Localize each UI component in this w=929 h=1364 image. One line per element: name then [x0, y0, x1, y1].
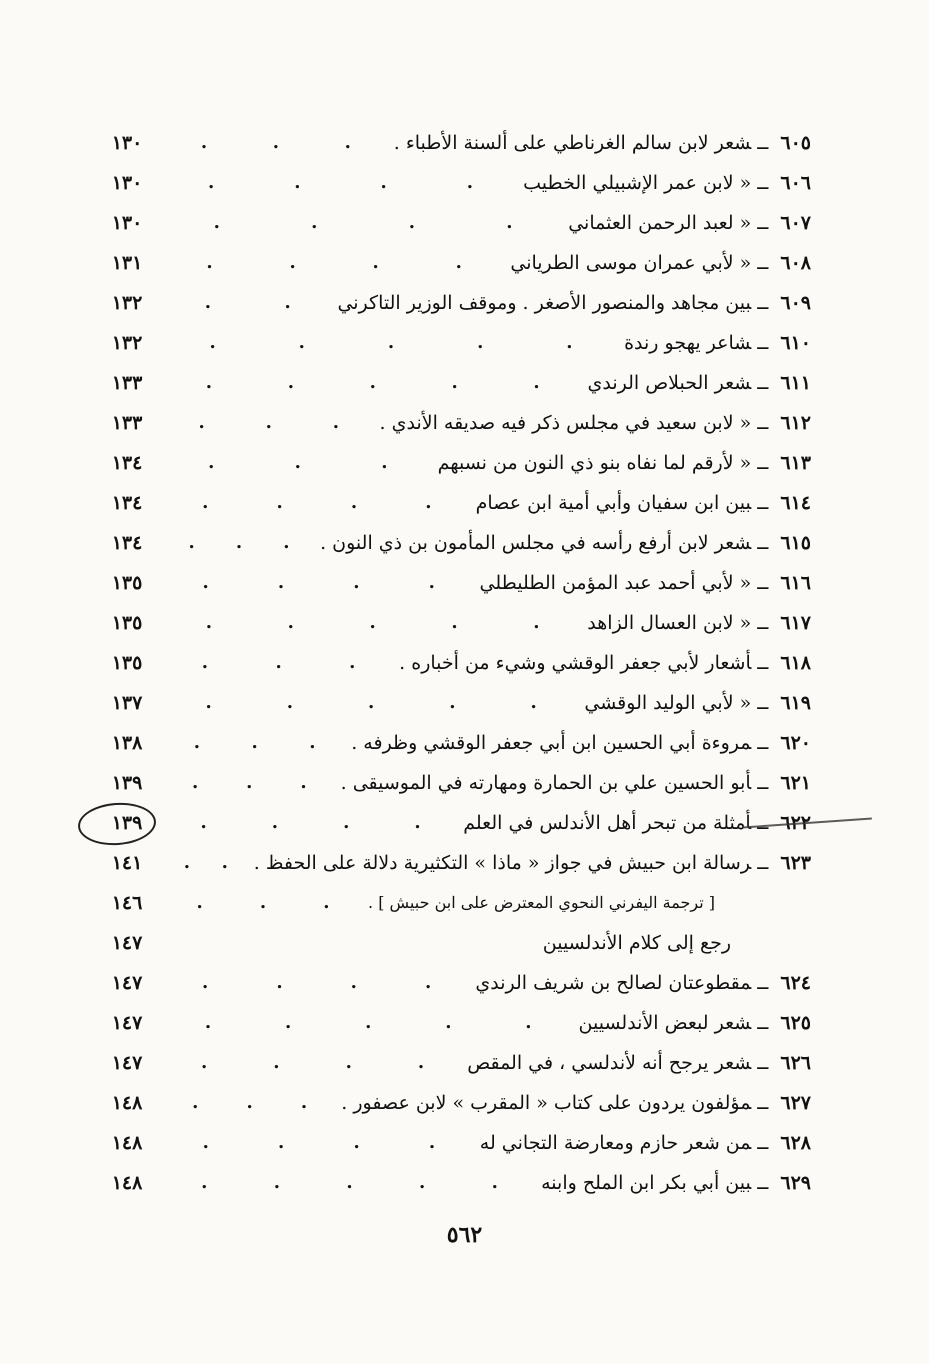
toc-row — [96, 286, 811, 320]
entry-dash: ــ — [757, 492, 769, 514]
toc-page-number — [96, 806, 158, 840]
toc-entry — [510, 246, 811, 280]
entry-dash: ــ — [757, 732, 769, 754]
entry-title: مروءة أبي الحسين ابن أبي جعفر الوقشي وظرفه . — [351, 732, 752, 754]
toc-entry — [380, 406, 811, 440]
entry-dash: ــ — [757, 652, 769, 674]
toc-row — [96, 526, 811, 560]
entry-number: ٦٠٦ — [780, 172, 811, 194]
dot-leader: . . . — [208, 452, 388, 473]
toc-page-number: ١٣٢ — [111, 292, 143, 314]
entry-title: « لأبي الوليد الوقشي — [584, 692, 752, 714]
dot-leader: . . . — [191, 772, 307, 793]
entry-title: شاعر يهجو رندة — [624, 332, 752, 354]
entry-title: « لابن عمر الإشبيلي الخطيب — [523, 172, 752, 194]
toc-page-number: ١٣٠ — [111, 212, 143, 234]
toc-row — [96, 1006, 811, 1040]
toc-row — [96, 126, 811, 160]
toc-entry — [543, 926, 731, 960]
entry-number: ٦٠٥ — [780, 132, 811, 154]
dot-leader: . . . . . — [205, 612, 540, 633]
dot-leader: . . — [183, 852, 228, 873]
entry-title: « لابن العسال الزاهد — [587, 612, 752, 634]
toc-entry — [467, 1046, 811, 1080]
toc-page-number: ١٣٩ — [111, 772, 143, 794]
entry-dash: ــ — [757, 972, 769, 994]
toc-row — [96, 766, 811, 800]
toc-row — [96, 566, 811, 600]
toc-page-number: ١٣٥ — [111, 652, 143, 674]
toc-page-number: ١٤٨ — [111, 1092, 143, 1114]
entry-title: رجع إلى كلام الأندلسيين — [542, 932, 731, 954]
entry-dash: ــ — [757, 412, 769, 434]
toc-page-number: ١٤٨ — [111, 1132, 143, 1154]
toc-page-number: ١٣١ — [111, 252, 143, 274]
toc-row — [96, 926, 811, 960]
entry-title: شعر لابن أرفع رأسه في مجلس المأمون بن ذي النون . — [320, 532, 752, 554]
entry-number: ٦٢٨ — [780, 1132, 811, 1154]
entry-number: ٦١١ — [780, 372, 811, 394]
entry-dash: ــ — [757, 1092, 769, 1114]
entry-title: بين ابن سفيان وأبي أمية ابن عصام — [475, 492, 752, 514]
entry-dash: ــ — [757, 612, 769, 634]
entry-title: « لأرقم لما نفاه بنو ذي النون من نسبهم — [437, 452, 752, 474]
toc-page-number: ١٤٧ — [111, 932, 143, 954]
entry-title: أبو الحسين علي بن الحمارة ومهارته في الموسيقى . — [340, 772, 752, 794]
dot-leader: . . — [204, 292, 291, 313]
toc-page-number: ١٣٥ — [111, 612, 143, 634]
entry-dash: ــ — [757, 332, 769, 354]
toc-row — [96, 1166, 811, 1200]
toc-entry — [341, 1086, 811, 1120]
dot-leader: . . . . . — [205, 692, 537, 713]
toc-row — [96, 486, 811, 520]
toc-page-number: ١٤٨ — [111, 1172, 143, 1194]
entry-number: ٦٠٧ — [780, 212, 811, 234]
entry-title: مقطوعتان لصالح بن شريف الرندي — [475, 972, 752, 994]
entry-dash: ــ — [757, 812, 769, 834]
dot-leader: . . . . — [202, 492, 432, 513]
toc-entry — [254, 846, 811, 880]
entry-dash: ــ — [757, 1012, 769, 1034]
entry-dash: ــ — [757, 452, 769, 474]
entry-number: ٦١٢ — [780, 412, 811, 434]
entry-dash: ــ — [757, 372, 769, 394]
toc-entry — [399, 646, 811, 680]
entry-title: بين مجاهد والمنصور الأصغر . وموقف الوزير التاكرني — [337, 292, 752, 314]
toc-page-number: ١٤٧ — [111, 1012, 143, 1034]
toc-row — [96, 1086, 811, 1120]
toc-entry — [587, 606, 811, 640]
toc-page-number: ١٣٠ — [111, 132, 143, 154]
dot-leader: . . . . . — [201, 1172, 498, 1193]
entry-dash: ــ — [757, 692, 769, 714]
toc-entry — [438, 446, 811, 480]
entry-number: ٦٢٦ — [780, 1052, 811, 1074]
toc-row — [96, 366, 811, 400]
dot-leader: . . . — [188, 532, 290, 553]
entry-number: ٦١٣ — [780, 452, 811, 474]
page-number-value: ١٣٩ — [111, 812, 143, 834]
dot-leader: . . . . — [202, 572, 435, 593]
entry-title: « لأبي عمران موسى الطرياني — [510, 252, 752, 274]
entry-number: ٦١٥ — [780, 532, 811, 554]
entry-title: مؤلفون يردون على كتاب « المقرب » لابن عصفور . — [341, 1092, 752, 1114]
toc-page-number: ١٣٧ — [111, 692, 143, 714]
toc-entry — [475, 966, 811, 1000]
entry-title: « لابن سعيد في مجلس ذكر فيه صديقه الأندي . — [379, 412, 752, 434]
toc-row — [96, 1046, 811, 1080]
entry-dash: ــ — [757, 1052, 769, 1074]
entry-number: ٦١٩ — [780, 692, 811, 714]
entry-title: من شعر حازم ومعارضة التجاني له — [479, 1132, 752, 1154]
toc-page-number: ١٣٤ — [111, 492, 143, 514]
toc-page-number: ١٤٦ — [111, 892, 143, 914]
toc-page-number: ١٣٤ — [111, 452, 143, 474]
toc-page-number: ١٤٧ — [111, 972, 143, 994]
dot-leader: . . . . — [200, 812, 421, 833]
dot-leader: . . . . — [206, 252, 462, 273]
entry-dash: ــ — [757, 772, 769, 794]
dot-leader: . . . . — [207, 172, 474, 193]
toc-entry — [541, 1166, 811, 1200]
entry-number: ٦٢٣ — [780, 852, 811, 874]
toc-entry — [341, 766, 811, 800]
entry-dash: ــ — [757, 532, 769, 554]
toc-row — [96, 206, 811, 240]
toc-page-number: ١٤١ — [111, 852, 143, 874]
entry-dash: ــ — [757, 852, 769, 874]
entry-number: ٦٢٤ — [780, 972, 811, 994]
toc-entry — [463, 806, 811, 840]
toc-page-number: ١٣٣ — [111, 372, 143, 394]
toc-entry — [394, 126, 811, 160]
toc-entry — [624, 326, 811, 360]
toc-entry — [579, 1006, 811, 1040]
dot-leader: . . . . — [202, 1132, 436, 1153]
toc-page-number: ١٣٢ — [111, 332, 143, 354]
entry-title: بين أبي بكر ابن الملح وابنه — [541, 1172, 752, 1194]
entry-number: ٦١٨ — [780, 652, 811, 674]
entry-title: شعر الحبلاص الرندي — [587, 372, 752, 394]
entry-dash: ــ — [757, 212, 769, 234]
entry-title: رسالة ابن حبيش في جواز « ماذا » التكثيرية دلالة على الحفظ . — [253, 852, 752, 874]
toc-row — [96, 1126, 811, 1160]
toc-entry — [337, 286, 811, 320]
entry-title: [ ترجمة اليفرني النحوي المعترض على ابن حبيش ] . — [368, 893, 715, 912]
entry-number: ٦١٤ — [780, 492, 811, 514]
toc-entry — [523, 166, 811, 200]
dot-leader: . . . . — [201, 1052, 425, 1073]
entry-dash: ــ — [757, 572, 769, 594]
toc-entry — [351, 726, 811, 760]
toc-entry — [568, 206, 811, 240]
toc-row — [96, 246, 811, 280]
dot-leader: . . . . — [202, 972, 432, 993]
entry-title: أشعار لأبي جعفر الوقشي وشيء من أخباره . — [399, 652, 752, 674]
toc-row — [96, 886, 811, 920]
toc-page-number: ١٣٠ — [111, 172, 143, 194]
entry-number: ٦٢١ — [780, 772, 811, 794]
entry-title: أمثلة من تبحر أهل الأندلس في العلم — [463, 812, 752, 834]
dot-leader: . . . — [193, 732, 316, 753]
page-number: ٥٦٢ — [446, 1222, 483, 1248]
toc-entry — [584, 686, 811, 720]
entry-number: ٦٢٩ — [780, 1172, 811, 1194]
toc-row — [96, 686, 811, 720]
entry-title: شعر لبعض الأندلسيين — [578, 1012, 752, 1034]
toc-row — [96, 446, 811, 480]
toc-row — [96, 966, 811, 1000]
dot-leader: . . . — [192, 1092, 308, 1113]
entry-number: ٦٠٩ — [780, 292, 811, 314]
entry-number: ٦٢٠ — [780, 732, 811, 754]
toc-page-number: ١٣٨ — [111, 732, 143, 754]
dot-leader: . . . — [201, 652, 356, 673]
toc-entry — [480, 1126, 811, 1160]
entry-dash: ــ — [757, 292, 769, 314]
toc-entry — [476, 486, 811, 520]
toc-page-number: ١٣٥ — [111, 572, 143, 594]
toc-row — [96, 846, 811, 880]
dot-leader: . . . . . — [205, 372, 540, 393]
dot-leader: . . . . . — [204, 1012, 532, 1033]
entry-number: ٦٠٨ — [780, 252, 811, 274]
toc-page-number: ١٤٧ — [111, 1052, 143, 1074]
entry-title: شعر يرجح أنه لأندلسي ، في المقص — [467, 1052, 752, 1074]
entry-dash: ــ — [757, 172, 769, 194]
entry-title: « لعبد الرحمن العثماني — [568, 212, 752, 234]
toc-row — [96, 166, 811, 200]
toc-row — [96, 646, 811, 680]
dot-leader: . . . . . — [209, 332, 573, 353]
toc-row — [96, 606, 811, 640]
entry-number: ٦٢٧ — [780, 1092, 811, 1114]
toc-page-number: ١٣٣ — [111, 412, 143, 434]
dot-leader: . . . — [198, 412, 340, 433]
dot-leader: . . . . — [213, 212, 513, 233]
dot-leader: . . . — [200, 132, 351, 153]
toc-entry — [587, 366, 811, 400]
entry-dash: ــ — [757, 132, 769, 154]
dot-leader: . . . — [196, 892, 330, 913]
entry-number: ٦١٦ — [780, 572, 811, 594]
toc-entry — [368, 886, 715, 920]
entry-dash: ــ — [757, 252, 769, 274]
toc-entry — [320, 526, 811, 560]
entry-title: « لأبي أحمد عبد المؤمن الطليطلي — [479, 572, 752, 594]
handwritten-circle — [77, 800, 158, 847]
toc-page-number: ١٣٤ — [111, 532, 143, 554]
entry-dash: ــ — [757, 1132, 769, 1154]
toc-entry — [480, 566, 811, 600]
toc-row — [96, 806, 811, 840]
entry-number: ٦١٧ — [780, 612, 811, 634]
toc-row — [96, 326, 811, 360]
entry-number: ٦٢٥ — [780, 1012, 811, 1034]
toc-row — [96, 726, 811, 760]
entry-number: ٦١٠ — [780, 332, 811, 354]
toc-row — [96, 406, 811, 440]
entry-title: شعر لابن سالم الغرناطي على ألسنة الأطباء . — [393, 132, 752, 154]
entry-dash: ــ — [757, 1172, 769, 1194]
